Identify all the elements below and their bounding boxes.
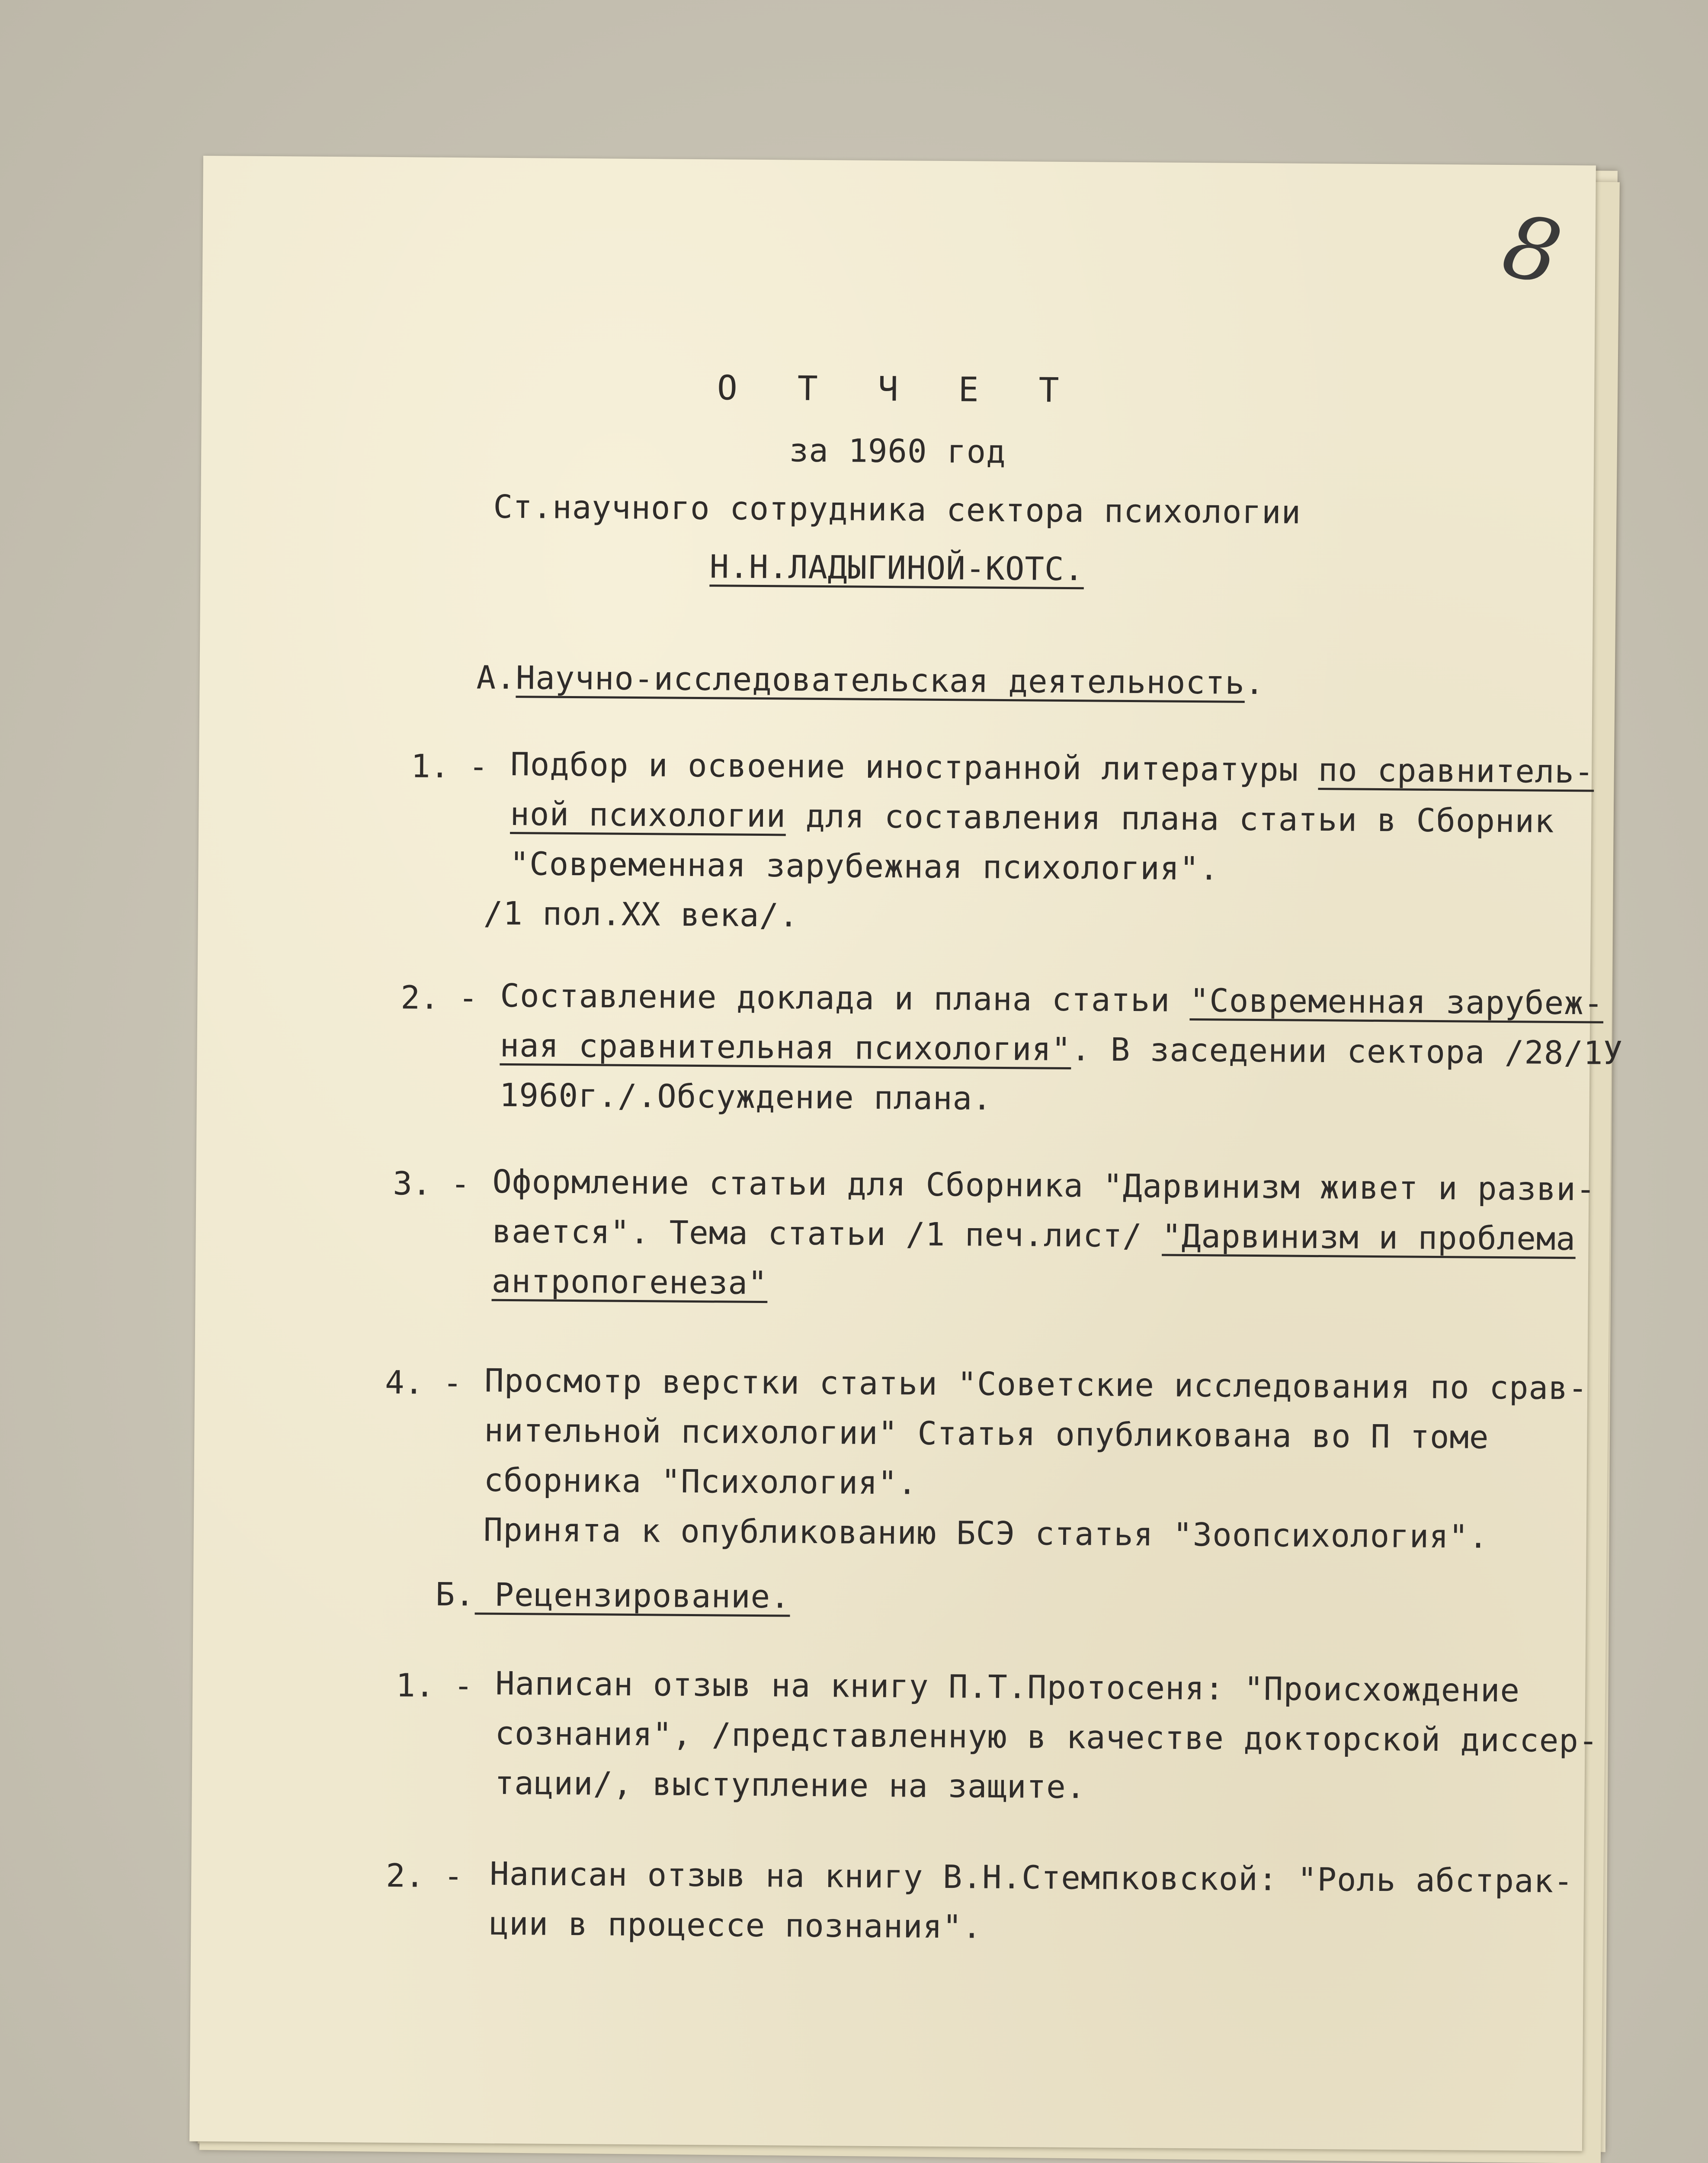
item-number: 1. - [410,748,488,786]
item-line: сознания", /представленную в качестве докторской диссер- [495,1714,1599,1760]
report-year: за 1960 год [789,432,1006,471]
author-name: Н.Н.ЛАДЫГИНОЙ-КОТС. [709,548,1084,588]
item-line: ции в процессе познания". [489,1905,982,1946]
section-a-punct: . [1244,664,1265,702]
section-a-heading [476,659,1265,702]
item-number: 1. - [396,1667,473,1705]
report-position: Ст.научного сотрудника сектора психологии [493,488,1301,531]
item-line: сборника "Психология". [484,1461,918,1502]
item-line: Принята к опубликованию БСЭ статья "Зоопсихология". [483,1511,1489,1556]
item-text: для составления плана статьи в Сборник [785,797,1554,840]
item-line [500,977,1604,1022]
item-number: 4. - [385,1364,462,1402]
item-line [491,1262,768,1302]
folio-number: 8 [1494,195,1570,305]
item-underlined-text: антропогенеза" [491,1262,768,1302]
document-page [189,156,1623,2151]
section-b-heading [435,1576,791,1616]
section-b-title: Рецензирование. [474,1576,791,1616]
item-underlined-text: "Современная зарубеж- [1189,982,1604,1022]
item-text: вается". Тема статьи /1 печ.лист/ [492,1213,1162,1255]
section-a-letter: А. [476,659,516,697]
item-number: 2. - [385,1857,463,1895]
report-author [200,547,1593,589]
item-line: Написан отзыв на книгу В.Н.Стемпковской: "Роль абстрак- [489,1855,1573,1900]
report-title: О Т Ч Е Т [717,369,1079,411]
item-text: Составление доклада и плана статьи [500,977,1190,1019]
item-line [492,1213,1576,1258]
item-line: Оформление статьи для Сборника "Дарвинизм живет и разви- [492,1163,1596,1208]
item-text: Подбор и освоение иностранной литературы [510,745,1319,789]
item-line [500,1027,1623,1072]
item-line: /1 пол.XX века/. [483,895,799,934]
item-number: 3. - [393,1165,470,1203]
item-line: "Современная зарубежная психология". [510,845,1219,888]
item-underlined-text: по сравнитель- [1318,751,1594,791]
item-number: 2. - [401,979,478,1017]
item-line: тации/, выступление на защите. [494,1764,1086,1806]
item-underlined-text: "Дарвинизм и проблема [1162,1217,1576,1258]
item-line: 1960г./.Обсуждение плана. [499,1076,992,1117]
item-line: Просмотр верстки статьи "Советские исследования по срав- [484,1362,1588,1407]
item-line: нительной психологии" Статья опубликована во П томе [484,1412,1489,1456]
item-line [510,795,1554,840]
item-text: . В заседении сектора /28/1У [1071,1031,1623,1072]
item-line: Написан отзыв на книгу П.Т.Протосеня: "Происхождение [495,1665,1520,1710]
item-underlined-text: ной психологии [510,795,786,835]
item-line [510,745,1594,791]
section-b-letter: Б. [435,1576,475,1614]
item-underlined-text: ная сравнительная психология" [500,1027,1071,1069]
section-a-title: Научно-исследовательская деятельность [516,659,1245,702]
